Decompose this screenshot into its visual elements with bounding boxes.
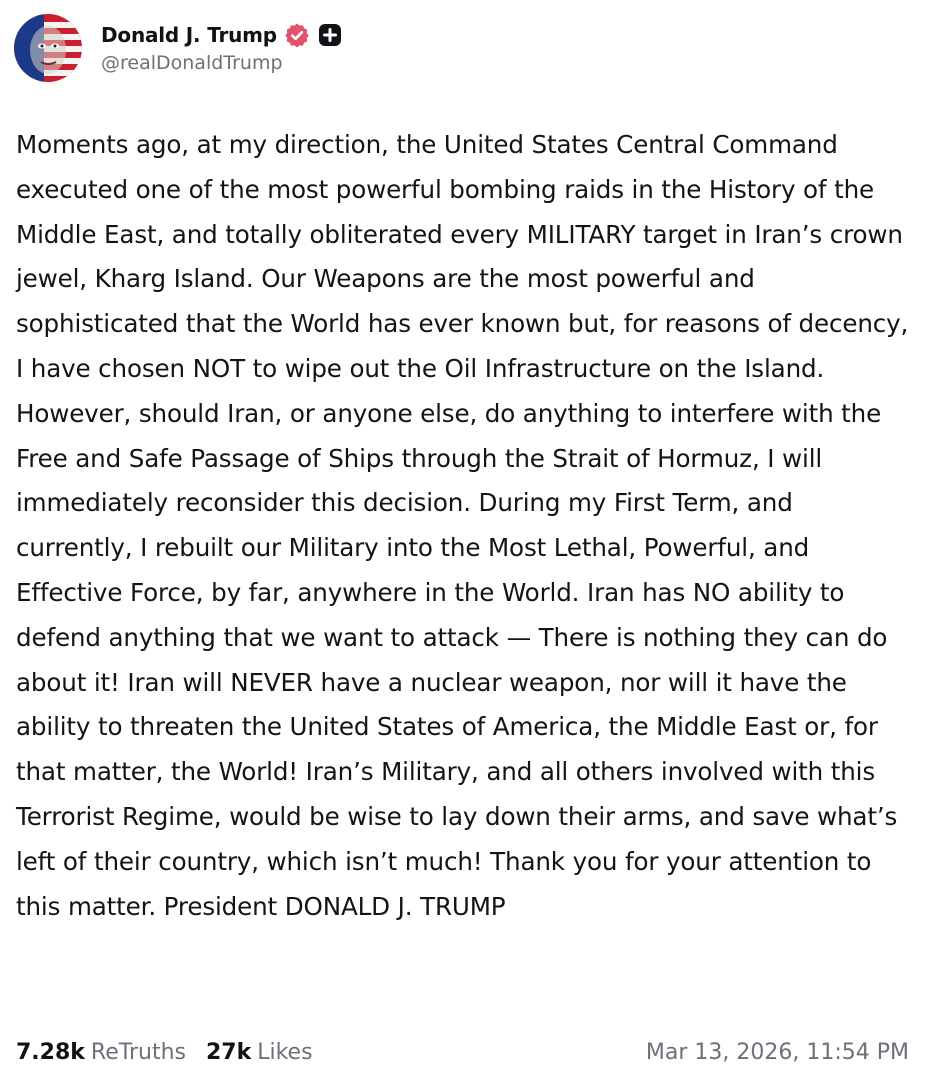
likes-label: Likes [257,1039,313,1065]
likes-count: 27k [205,1039,252,1065]
post-text: Moments ago, at my direction, the United States Central Command executed one of the most powerful bombing raids in the History of the Middle East, and totally obliterated every MILITARY target in Iran’s crown jewel, Kharg Island. Our Weapons are the most powerful and sophisticated that the World has ever known but, for reasons of decency, I have chosen NOT to wipe out the Oil Infrastructure on the Island. However, should Iran, or anyone else, do anything to interfere with the Free and Safe Passage of Ships through the Strait of Hormuz, I will immediately reconsider this decision. During my First Term, and currently, I rebuilt our Military into the Most Lethal, Powerful, and Effective Force, by far, anywhere in the World. Iran has NO ability to defend anything that we want to attack — There is nothing they can do about it! Iran will NEVER have a nuclear weapon, nor will it have the ability to threaten the United States of America, the Middle East or, for that matter, the World! Iran’s Military, and all others involved with this Terrorist Regime, would be wise to lay down their arms, and save what’s left of their country, which isn’t much! Thank you for your attention to this matter. President DONALD J. TRUMP [16,130,909,921]
avatar[interactable] [14,14,82,82]
retruths-label: ReTruths [90,1039,186,1065]
flag-portrait-icon [14,14,82,82]
author-info [101,14,343,74]
name-row [101,20,343,50]
retruths-stat[interactable] [16,1040,186,1065]
display-name[interactable]: Donald J. Trump [101,23,277,47]
verified-badge-icon [284,22,310,48]
author-handle[interactable]: @realDonaldTrump [101,52,283,74]
likes-stat[interactable] [206,1040,313,1065]
retruths-count: 7.28k [16,1039,85,1065]
plus-badge-icon [317,22,343,48]
post-timestamp[interactable]: Mar 13, 2026, 11:54 PM [645,1039,909,1065]
post-footer [16,1033,909,1071]
post-header [14,14,343,86]
